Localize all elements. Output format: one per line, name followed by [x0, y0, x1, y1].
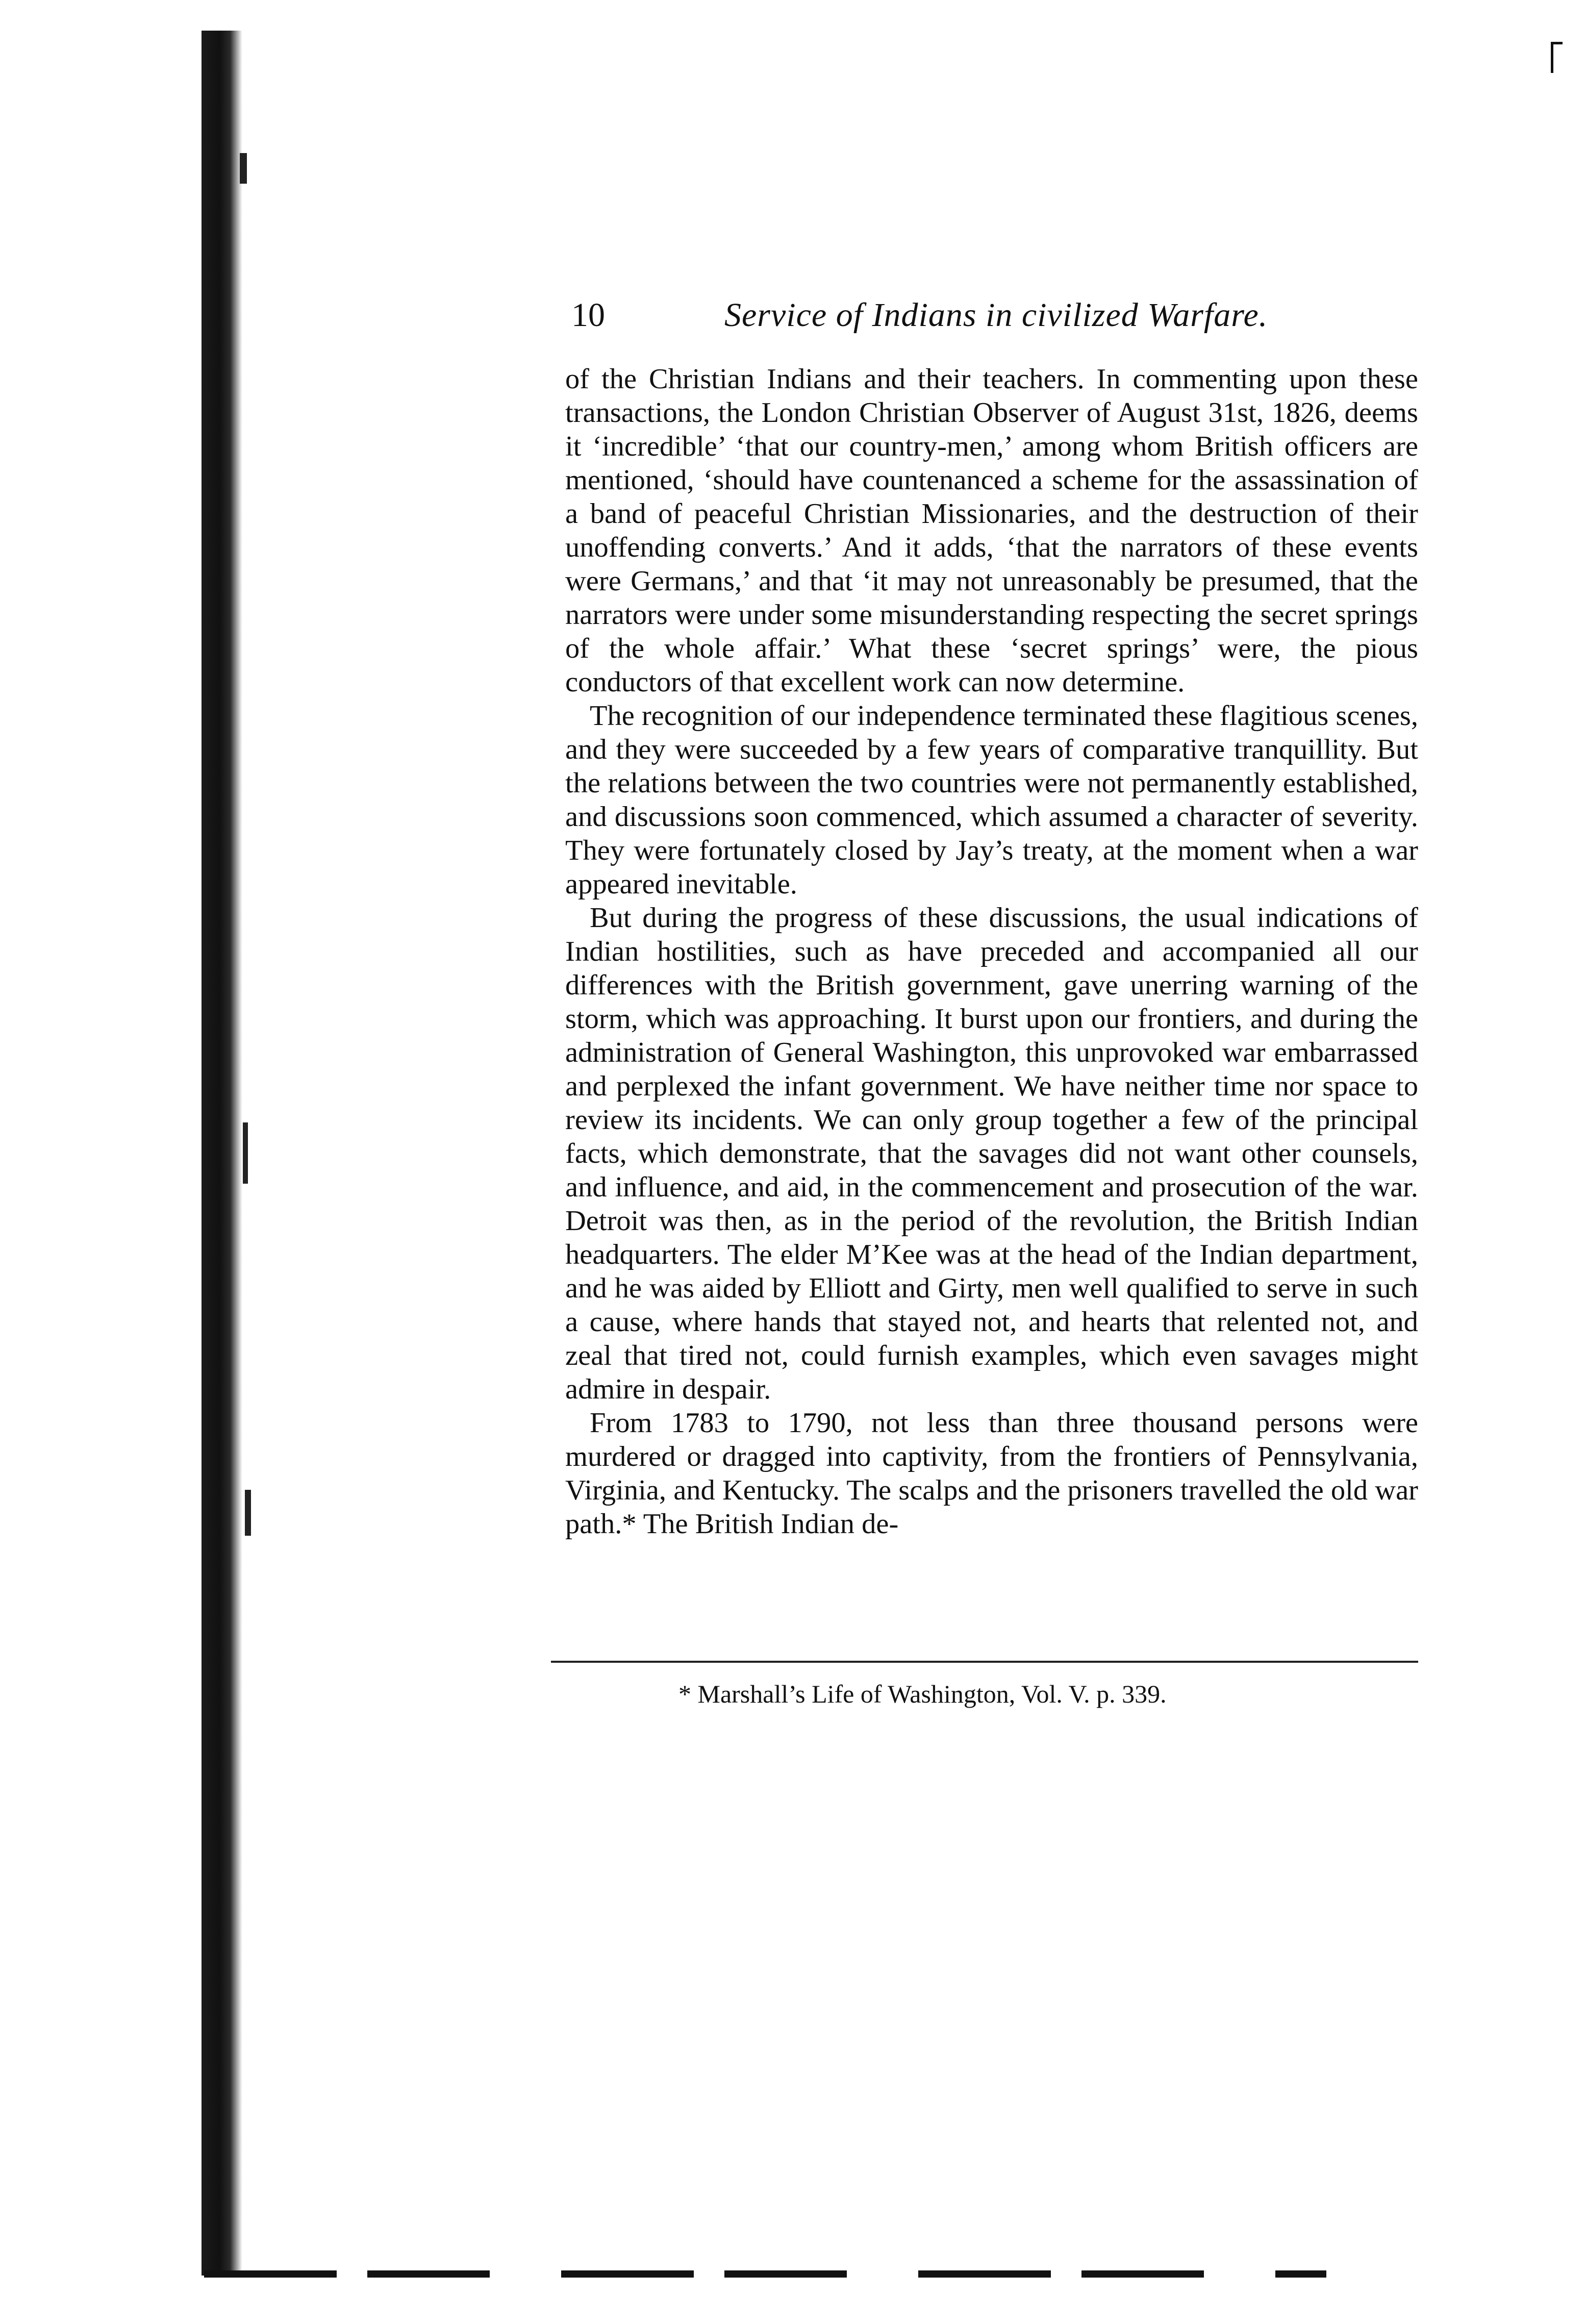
- body-text: [565, 362, 1418, 1541]
- paragraph: of the Christian Indians and their teachers. In commenting upon these transactions, the London Christian Observer of August 31st, 1826, deems it ‘incredible’ ‘that our country-men,’ among whom British officers are mentioned, ‘should have countenanced a scheme for the assassination of a band of peaceful Christian Missionaries, and the destruction of their unoffending converts.’ And it adds, ‘that the narrators of these events were Germans,’ and that ‘it may not unreasonably be presumed, that the narrators were under some misunderstanding respecting the secret springs of the whole affair.’ What these ‘secret springs’ were, the pious conductors of that excellent work can now determine.: [565, 363, 1418, 698]
- bottom-edge-marks: [204, 2270, 1326, 2278]
- footnote: * Marshall’s Life of Washington, Vol. V. p. 339.: [678, 1680, 1167, 1708]
- paragraph: But during the progress of these discussions, the usual indications of Indian hostilities, such as have preceded and accompanied all our differences with the British government, gave unerring warning of the storm, which was approaching. It burst upon our frontiers, and during the administration of General Washington, this unprovoked war embarrassed and perplexed the infant government. We have neither time nor space to review its incidents. We can only group together a few of the principal facts, which demonstrate, that the savages did not want other counsels, and influence, and aid, in the commencement and prosecution of the war. Detroit was then, as in the period of the revolution, the British Indian headquarters. The elder M’Kee was at the head of the Indian department, and he was aided by Elliott and Girty, men well qualified to serve in such a cause, where hands that stayed not, and hearts that relented not, and zeal that tired not, could furnish examples, which even savages might admire in despair.: [565, 902, 1418, 1405]
- binding-mark: [245, 1490, 251, 1536]
- page-corner-mark: [1551, 42, 1563, 73]
- page-header: [571, 286, 1418, 342]
- running-title: Service of Indians in civilized Warfare.: [724, 296, 1268, 334]
- footnote-divider: [551, 1661, 1418, 1663]
- page-number: 10: [571, 296, 605, 334]
- binding-mark: [240, 153, 247, 184]
- paragraph: From 1783 to 1790, not less than three thousand persons were murdered or dragged into captivity, from the frontiers of Pennsylvania, Virginia, and Kentucky. The scalps and the prisoners travelled the old war path.* The British Indian de-: [565, 1407, 1418, 1540]
- page-binding-edge: [202, 31, 242, 2276]
- binding-mark: [243, 1122, 248, 1184]
- paragraph: The recognition of our independence terminated these flagitious scenes, and they were succeeded by a few years of comparative tranquillity. But the relations between the two countries were not permanently established, and discussions soon commenced, which assumed a character of severity. They were fortunately closed by Jay’s treaty, at the moment when a war appeared inevitable.: [565, 700, 1418, 900]
